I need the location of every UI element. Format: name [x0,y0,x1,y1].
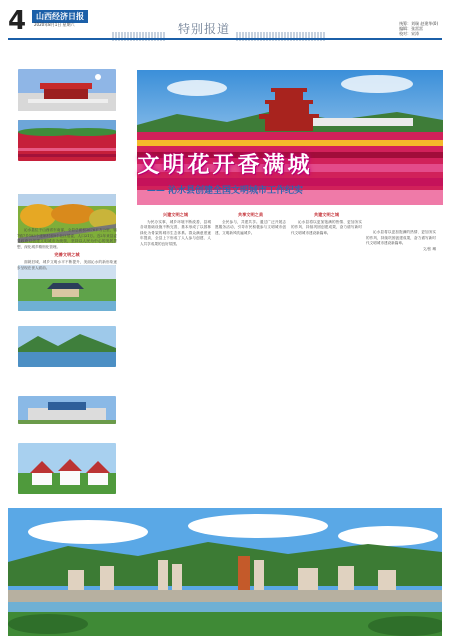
article-column-5: 沁水县将以更加饱满的热情、更加务实的作风，持续巩固创建成果，奋力谱写新时代文明城市建设新篇章。 文/张 琳 [366,230,436,251]
article-column-2: 兴建文明之城 为民办实事，城乡环境不断改善，县城各项基础设施不断完善，基本形成了以园林绿化为骨架的城市生态体系。群众满意度逐年提高，全县上下形成了人人参与创建、人人共享成果的良好氛围。 [140,212,211,246]
masthead [0,0,450,40]
article-column-4: 共建文明之城 沁水县将以更加饱满的热情、更加务实的作风，持续巩固创建成果，奋力谱写新时代文明城市建设新篇章。 [291,212,362,235]
article-subhead-3: 共享文明之美 [237,212,264,217]
headline-subtitle: —— 沁水县创建全国文明城市工作纪实 [146,186,304,196]
photo-city-panorama [8,508,442,636]
article-byline: 文/张 琳 [422,246,436,251]
article-column-3: 共享文明之美 全民参与，共建共享。通过广泛开展志愿服务活动，引导市民积极参与文明城市创建，文明新风吹遍城乡。 [215,212,286,235]
article-subhead-1: 完善文明之城 [54,252,80,258]
article-subhead-2: 兴建文明之城 [162,212,189,217]
headline-title: 文明花开香满城 [137,153,313,178]
decor-stripes-right [236,26,326,35]
photo-pavilion [18,69,116,111]
article-subhead-4: 共建文明之城 [313,212,340,217]
newspaper-name: 山西经济日报 [32,10,88,23]
header-rule [8,38,442,40]
page-number: 4 [8,6,27,36]
editor-credits: 统筹：刘瑞 赵建华(0) 编辑：张雷雷 校对：宋涛 [399,21,438,36]
decor-stripes-left [112,26,166,35]
article-column-1: 沁水县位于山西省东南部，全县总面积2676平方公里，辖7镇7乡183个建制村和9个社区居委，人口21万。近2年来县委县政府以创建文明城市为统领，坚持以人民为中心的发展思想，深化城乡精细化管理。 完善文明之城 面貌旧城，城乡文明水平不断提升，美丽沁水的新形象逐步呈现在世人面前。 [17,228,117,270]
section-title: 特别报道 [178,22,231,36]
date-line: 2020年8月1日 星期六 [34,22,75,27]
